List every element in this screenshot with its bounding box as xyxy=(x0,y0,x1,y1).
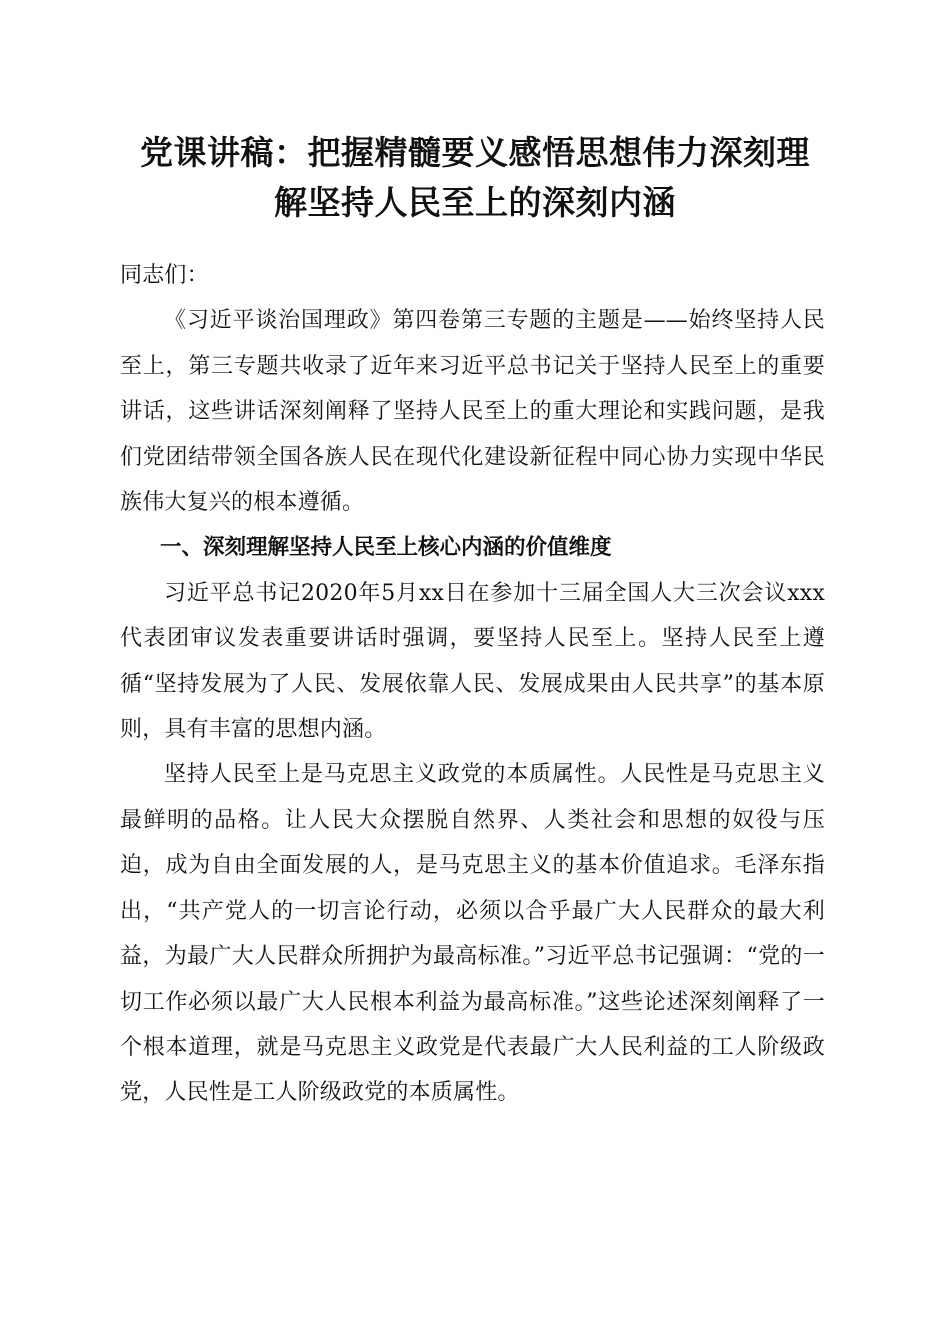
document-body xyxy=(120,253,825,1116)
paragraph-essence: 坚持人民至上是马克思主义政党的本质属性。人民性是马克思主义最鲜明的品格。让人民大众摆脱自然界、人类社会和思想的奴役与压迫，成为自由全面发展的人，是马克思主义的基本价值追求。毛泽东指出，“共产党人的一切言论行动，必须以合乎最广大人民群众的最大利益，为最广大人民群众所拥护为最高标准。”习近平总书记强调：“党的一切工作必须以最广大人民根本利益为最高标准。”这些论述深刻阐释了一个根本道理，就是马克思主义政党是代表最广大人民利益的工人阶级政党，人民性是工人阶级政党的本质属性。 xyxy=(120,762,825,1106)
section-heading: 一、深刻理解坚持人民至上核心内涵的价值维度 xyxy=(160,535,612,561)
paragraph-speech: 习近平总书记2020年5月xx日在参加十三届全国人大三次会议xxx代表团审议发表重要讲话时强调，要坚持人民至上。坚持人民至上遵循“坚持发展为了人民、发展依靠人民、发展成果由人民共享”的基本原则，具有丰富的思想内涵。 xyxy=(120,580,825,743)
title-line-2: 解坚持人民至上的深刻内涵 xyxy=(274,183,676,222)
salutation: 同志们： xyxy=(120,263,209,288)
document-title xyxy=(100,128,850,228)
paragraph-intro: 《习近平谈治国理政》第四卷第三专题的主题是——始终坚持人民至上，第三专题共收录了近年来习近平总书记关于坚持人民至上的重要讲话，这些讲话深刻阐释了坚持人民至上的重大理论和实践问题，是我们党团结带领全国各族人民在现代化建设新征程中同心协力实现中华民族伟大复兴的根本遵循。 xyxy=(120,308,825,516)
title-line-1: 党课讲稿：把握精髓要义感悟思想伟力深刻理 xyxy=(140,133,810,172)
